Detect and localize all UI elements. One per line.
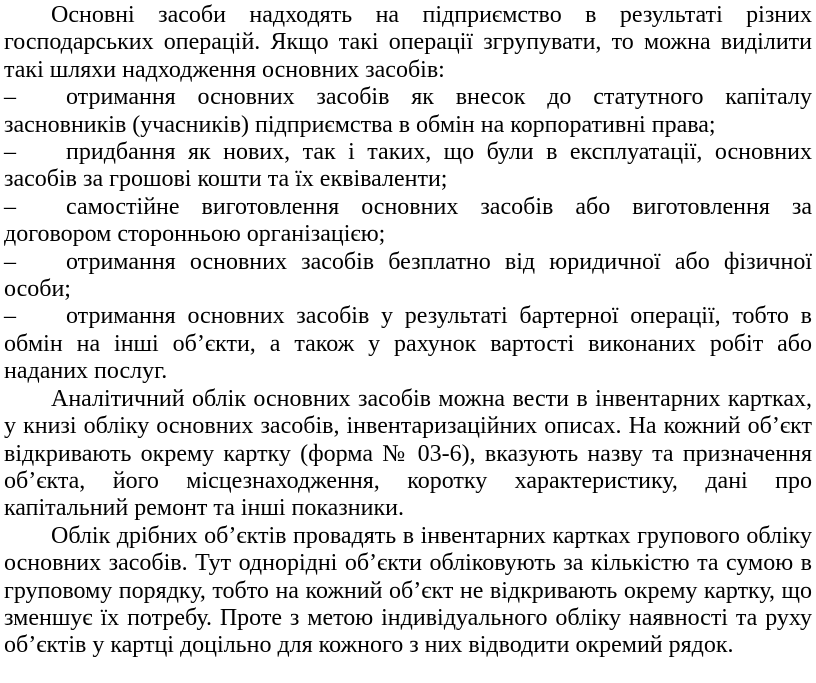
small-objects-paragraph: Облік дрібних об’єктів провадять в інвентарних картках групового обліку основних засобів. Тут однорідні об’єкти обліковують за кількістю та сумою в груповому порядку, тобто на кожний об’єкт не відкривають окрему картку, що зменшує їх потребу. Проте з метою індивідуального обліку наявності та руху об’єктів у картці доцільно для кожного з них відводити окремий рядок. xyxy=(4,522,812,659)
list-item-text: самостійне виготовлення основних засобів або виготовлення за договором сторонньою організацією; xyxy=(4,193,812,248)
list-item xyxy=(4,139,812,194)
list-item xyxy=(4,194,812,249)
list-item-text: отримання основних засобів як внесок до статутного капіталу засновників (учасників) підприємства в обмін на корпоративні права; xyxy=(4,84,812,138)
list-item xyxy=(4,249,812,304)
dash-marker: – xyxy=(4,193,16,220)
list-item xyxy=(4,84,812,139)
dash-marker: – xyxy=(4,303,16,330)
list-item-text: придбання як нових, так і таких, що були в експлуатації, основних засобів за грошові кошти та їх еквіваленти; xyxy=(4,139,812,193)
dash-marker: – xyxy=(4,84,16,111)
accounting-paragraph: Аналітичний облік основних засобів можна вести в інвентарних картках, у книзі обліку основних засобів, інвентаризаційних описах. На кожний об’єкт відкривають окрему картку (форма № 03-6), вказують назву та призначення об’єкта, його місцезнаходження, коротку характеристику, дані про капітальний ремонт та інші показники. xyxy=(4,385,812,522)
list-item xyxy=(4,303,812,385)
intro-paragraph: Основні засоби надходять на підприємство в результаті різних господарських операцій. Якщо такі операції згрупувати, то можна виділити такі шляхи надходження основних засобів: xyxy=(4,2,812,83)
dash-marker: – xyxy=(4,248,16,275)
list-item-text: отримання основних засобів безплатно від юридичної або фізичної особи; xyxy=(4,248,812,303)
list-item-text: отримання основних засобів у результаті бартерної операції, тобто в обмін на інші об’єкти, а також у рахунок вартості виконаних робіт або наданих послуг. xyxy=(4,303,812,385)
dash-marker: – xyxy=(4,139,16,166)
